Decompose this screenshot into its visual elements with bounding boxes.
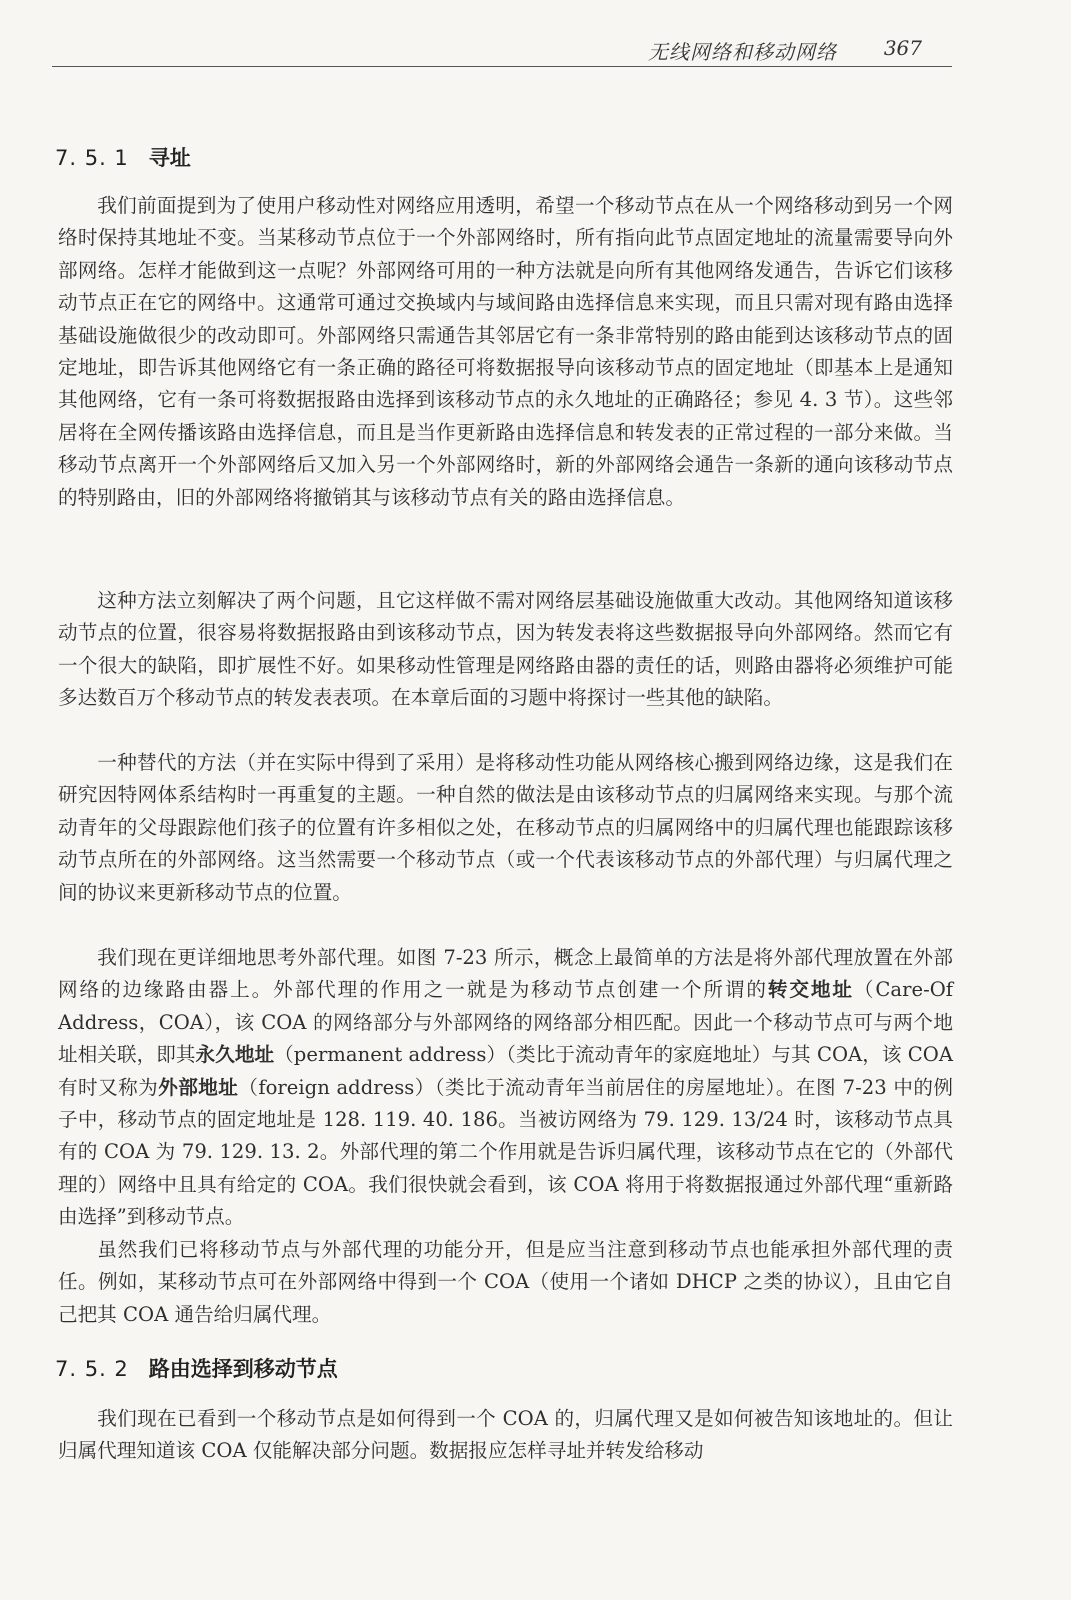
paragraph: 我们前面提到为了使用户移动性对网络应用透明，希望一个移动节点在从一个网络移动到另一个网络时保持其地址不变。当某移动节点位于一个外部网络时，所有指向此节点固定地址的流量需要导向外部网络。怎样才能做到这一点呢？外部网络可用的一种方法就是向所有其他网络发通告，告诉它们该移动节点正在它的网络中。这通常可通过交换域内与域间路由选择信息来实现，而且只需对现有路由选择基础设施做很少的改动即可。外部网络只需通告其邻居它有一条非常特别的路由能到达该移动节点的固定地址，即告诉其他网络它有一条正确的路径可将数据报导向该移动节点的固定地址（即基本上是通知其他网络，它有一条可将数据报路由选择到该移动节点的永久地址的正确路径；参见 4. 3 节）。这些邻居将在全网传播该路由选择信息，而且是当作更新路由选择信息和转发表的正常过程的一部分来做。当移动节点离开一个外部网络后又加入另一个外部网络时，新的外部网络会通告一条新的通向该移动节点的特别路由，旧的外部网络将撤销其与该移动节点有关的路由选择信息。 bbox=[58, 194, 953, 509]
section-number: 7. 5. 2 bbox=[55, 1357, 129, 1381]
bold-term: 永久地址 bbox=[195, 1043, 275, 1067]
page-number: 367 bbox=[883, 36, 922, 60]
section-title: 寻址 bbox=[148, 146, 191, 170]
paragraph bbox=[58, 942, 953, 1234]
paragraph: 这种方法立刻解决了两个问题，且它这样做不需对网络层基础设施做重大改动。其他网络知道该移动节点的位置，很容易将数据报路由到该移动节点，因为转发表将这些数据报导向外部网络。然而它有一个很大的缺陷，即扩展性不好。如果移动性管理是网络路由器的责任的话，则路由器将必须维护可能多达数百万个移动节点的转发表表项。在本章后面的习题中将探讨一些其他的缺陷。 bbox=[58, 589, 953, 710]
section-heading-7-5-2 bbox=[55, 1353, 338, 1383]
paragraph: 我们现在已看到一个移动节点是如何得到一个 COA 的，归属代理又是如何被告知该地址的。但让归属代理知道该 COA 仅能解决部分问题。数据报应怎样寻址并转发给移动 bbox=[58, 1407, 953, 1463]
header-title: 无线网络和移动网络 bbox=[648, 40, 837, 64]
text-run: 我们现在更详细地思考外部代理。如图 7-23 所示，概念上最简单的方法是将外部代理放置在外部网络的边缘路由器上。外部代理的作用之一就是为移动节点创建一个所谓的 bbox=[58, 946, 953, 1002]
text-run: （permanent address）（类比于流动青年的家庭地址）与其 COA，该 COA 有时又称为 bbox=[58, 1043, 954, 1099]
section-number: 7. 5. 1 bbox=[55, 146, 129, 170]
bold-term: 外部地址 bbox=[158, 1075, 239, 1099]
paragraph: 虽然我们已将移动节点与外部代理的功能分开，但是应当注意到移动节点也能承担外部代理的责任。例如，某移动节点可在外部网络中得到一个 COA（使用一个诸如 DHCP 之类的协议），且由它自己把其 COA 通告给归属代理。 bbox=[58, 1238, 953, 1326]
text-run: （foreign address）（类比于流动青年当前居住的房屋地址）。在图 7-23 中的例子中，移动节点的固定地址是 128. 119. 40. 186。当被访网络为 79. 129. 13/24 时，该移动节点具有的 COA 为 79. 129. 13. 2。外部代理的第二个作用就是告诉归属代理，该移动节点在它的（外部代理的）网络中且具有给定的 COA。我们很快就会看到，该 COA 将用于将数据报通过外部代理“重新路由选择”到移动节点。 bbox=[58, 1075, 954, 1229]
paragraph: 一种替代的方法（并在实际中得到了采用）是将移动性功能从网络核心搬到网络边缘，这是我们在研究因特网体系结构时一再重复的主题。一种自然的做法是由该移动节点的归属网络来实现。与那个流动青年的父母跟踪他们孩子的位置有许多相似之处，在移动节点的归属网络中的归属代理也能跟踪该移动节点所在的外部网络。这当然需要一个移动节点（或一个代表该移动节点的外部代理）与归属代理之间的协议来更新移动节点的位置。 bbox=[58, 751, 953, 904]
section-title: 路由选择到移动节点 bbox=[148, 1357, 338, 1381]
bold-term: 转交地址 bbox=[767, 978, 854, 1002]
running-header bbox=[52, 34, 952, 67]
text-run: （Care-Of Address，COA），该 COA 的网络部分与外部网络的网络部分相匹配。因此一个移动节点可与两个地址相关联，即其 bbox=[58, 978, 954, 1067]
section-heading-7-5-1 bbox=[55, 142, 191, 172]
